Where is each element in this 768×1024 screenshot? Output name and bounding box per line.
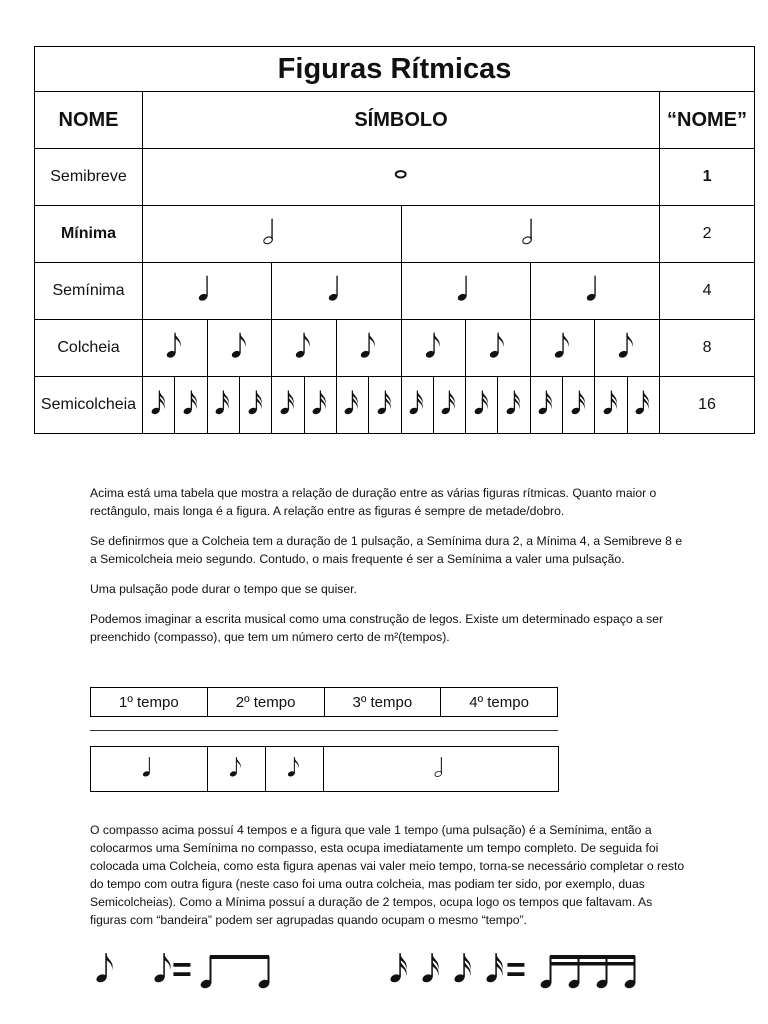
sixteenth-note-icon [450,950,477,994]
table-row [35,263,755,320]
symbol-cell [401,206,660,262]
symbol-cell [239,377,271,433]
symbol-cell [627,377,659,433]
half-note-icon [260,216,283,252]
equals-sign: = [506,951,526,989]
eighth-note-icon [486,330,509,366]
quarter-note-icon [91,755,207,784]
eighth-note-icon [422,330,445,366]
measure-half-note [324,747,559,792]
tempo-4: 4º tempo [441,688,558,717]
table-row [35,377,755,434]
measure-eighth-note-1 [208,747,266,792]
quarter-note-icon [583,273,606,309]
paragraph-measure-explanation: O compasso acima possuí 4 tempos e a figura que vale 1 tempo (uma pulsação) é a Semínima, então a colocarmos uma Semínima no compasso, esta ocupa imediatamente um tempo completo. De seguida foi colocada uma Colcheia, como esta figura apenas vai valer meio tempo, torna-se necessário completar o resto do tempo com outra figura (neste caso foi uma outra colcheia, mas podiam ter sido, por exemplo, duas Semicolcheias). Como a Mínima possuí a duração de 2 tempos, ocupa logo os tempos que faltavam. As figuras com “bandeira” podem ser agrupadas quando ocupam o mesmo “tempo”. [90,823,685,927]
symbol-cell [530,377,562,433]
row-name-minima: Mínima [35,206,143,263]
rhythmic-figures-table [34,46,755,434]
sixteenth-note-icon [374,388,396,422]
tempo-3: 3º tempo [324,688,441,717]
row-value-semicolcheia: 16 [660,377,755,434]
eighth-note-icon [163,330,186,366]
symbol-cell [401,377,433,433]
symbol-cell [401,320,466,376]
tempos-table [90,687,558,717]
half-note-icon [324,755,558,784]
row-name-semicolcheia: Semicolcheia [35,377,143,434]
tempo-2: 2º tempo [207,688,324,717]
sixteenth-note-icon [245,388,267,422]
sixteenth-note-icon [471,388,493,422]
symbol-cell [143,149,659,205]
sixteenth-note-icon [180,388,202,422]
half-note-icon [519,216,542,252]
paragraph-intro: Acima está uma tabela que mostra a relação de duração entre as várias figuras rítmicas. Quanto maior o rectângulo, mais longa é a figura. A relação entre as figuras é sempre de metade/dobro. [90,486,657,518]
symbol-cell [336,377,368,433]
row-symbols-minima [143,206,660,263]
symbol-cell [530,320,595,376]
symbol-cell [368,377,400,433]
symbol-cell [143,320,207,376]
sixteenth-note-icon [309,388,331,422]
quarter-note-icon [195,273,218,309]
sixteenth-note-icon [341,388,363,422]
measure-eighth-note-2 [266,747,324,792]
row-symbols-seminima [143,263,660,320]
table-title: Figuras Rítmicas [35,47,755,92]
symbol-cell [271,377,303,433]
sixteenth-note-icon [386,950,413,994]
measure-quarter-note [91,747,208,792]
symbol-cell [530,263,659,319]
header-name: NOME [35,92,143,149]
equals-sign: = [172,951,192,989]
eighth-note-icon [208,755,265,784]
beamed-eighth-pair-icon [198,952,278,992]
row-symbols-colcheia [143,320,660,377]
paragraph-pulse-definition: Se definirmos que a Colcheia tem a duração de 1 pulsação, a Semínima dura 2, a Mínima 4, a Semibreve 8 e a Semicolcheia meio segundo. Contudo, o mais frequente é ser a Semínima a valer uma pulsação. [90,534,683,566]
row-value-colcheia: 8 [660,320,755,377]
symbol-cell [497,377,529,433]
symbol-cell [207,377,239,433]
sixteenth-note-icon [406,388,428,422]
row-name-colcheia: Colcheia [35,320,143,377]
symbol-cell [207,320,272,376]
sixteenth-note-icon [212,388,234,422]
symbol-cell [594,377,626,433]
sixteenth-note-icon [503,388,525,422]
measure-example-table [90,746,559,792]
header-symbol: SÍMBOLO [143,92,660,149]
quarter-note-icon [454,273,477,309]
symbol-cell [594,320,659,376]
symbol-cell [174,377,206,433]
eighth-note-icon [266,755,323,784]
sixteenth-note-icon [600,388,622,422]
eighth-note-icon [228,330,251,366]
row-name-seminima: Semínima [35,263,143,320]
symbol-cell [304,377,336,433]
separator-line [90,730,558,731]
symbol-cell [336,320,401,376]
quarter-note-icon [325,273,348,309]
row-value-semibreve: 1 [660,149,755,206]
eighth-note-icon [551,330,574,366]
row-value-seminima: 4 [660,263,755,320]
eighth-note-icon [92,950,119,994]
paragraph-pulse-duration: Uma pulsação pode durar o tempo que se quiser. [90,582,357,596]
sixteenth-note-icon [568,388,590,422]
sixteenth-note-icon [632,388,654,422]
table-row [35,320,755,377]
symbol-cell [465,320,530,376]
symbol-cell [433,377,465,433]
eighth-note-icon [615,330,638,366]
symbol-cell [271,320,336,376]
tempo-1: 1º tempo [91,688,208,717]
symbol-cell [143,263,271,319]
row-name-semibreve: Semibreve [35,149,143,206]
sixteenth-note-icon [418,950,445,994]
beamed-sixteenth-group-icon [536,952,646,992]
sixteenth-note-icon [277,388,299,422]
eighth-note-icon [292,330,315,366]
symbol-cell [143,377,174,433]
row-symbols-semicolcheia [143,377,660,434]
sixteenth-note-icon [438,388,460,422]
table-row [35,149,755,206]
header-quoted-name: “NOME” [660,92,755,149]
symbol-cell [562,377,594,433]
table-row [35,206,755,263]
sixteenth-note-icon [535,388,557,422]
row-symbols-semibreve [143,149,660,206]
row-value-minima: 2 [660,206,755,263]
symbol-cell [401,263,530,319]
paragraph-legos: Podemos imaginar a escrita musical como uma construção de legos. Existe um determinado espaço a ser preenchido (compasso), que tem um número certo de m²(tempos). [90,612,664,644]
sixteenth-note-icon [148,388,170,422]
eighth-note-icon [357,330,380,366]
symbol-cell [143,206,401,262]
whole-note-icon [389,159,412,195]
symbol-cell [465,377,497,433]
symbol-cell [271,263,400,319]
